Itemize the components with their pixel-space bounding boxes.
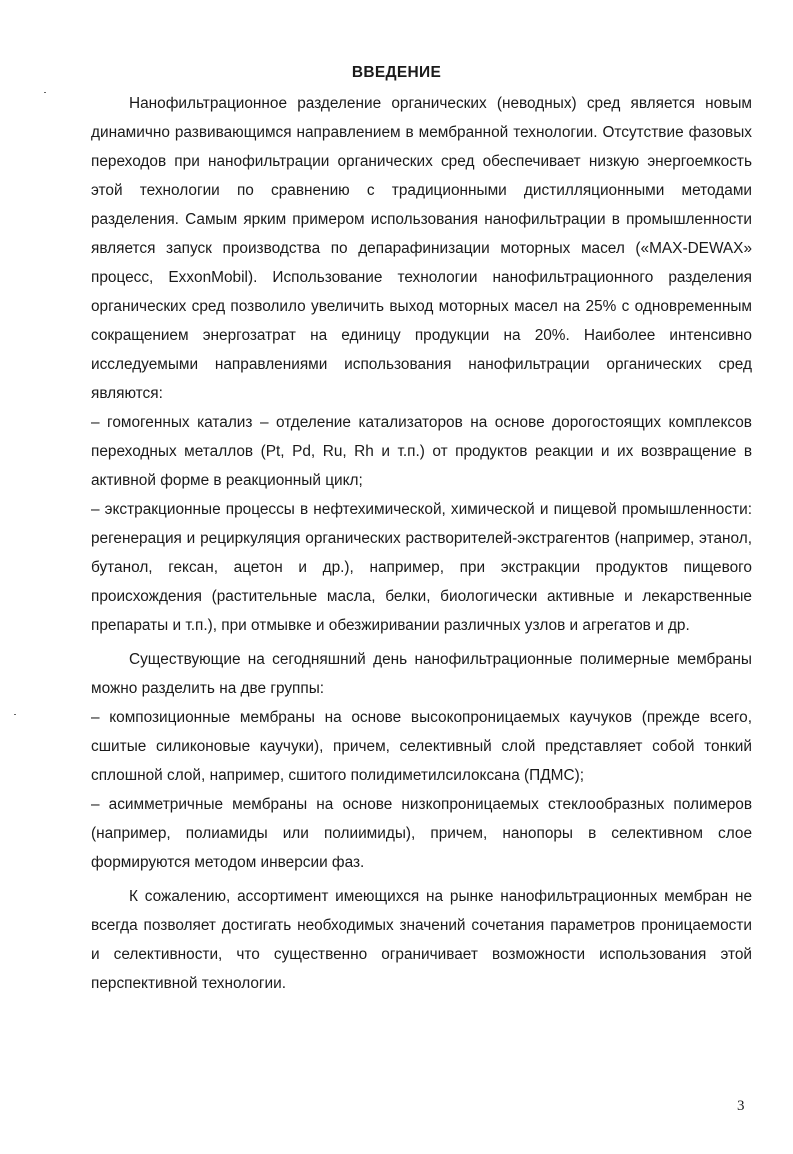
body-text [91,89,752,998]
page-title: ВВЕДЕНИЕ [351,64,442,81]
scan-speck [44,92,46,93]
conclusion-paragraph: К сожалению, ассортимент имеющихся на рынке нанофильтрационных мембран не всегда позволяет достигать необходимых значений сочетания параметров проницаемости и селективности, что существенно ограничивает возможности использования этой перспективной технологии. [91,888,752,992]
list-item-extraction: – экстракционные процессы в нефтехимической, химической и пищевой промышленности: регенерация и рециркуляция органических растворителей-экстрагентов (например, этанол, бутанол, гексан, ацетон и др.), например, при экстракции продуктов пищевого происхождения (растительные масла, белки, биологически активные и лекарственные препараты и т.п.), при отмывке и обезжиривании различных узлов и агрегатов и др. [91,501,752,634]
page-number: 3 [737,1098,745,1114]
list-item-composite: – композиционные мембраны на основе высокопроницаемых каучуков (прежде всего, сшитые силиконовые каучуки), причем, селективный слой представляет собой тонкий сплошной слой, например, сшитого полидиметилсилоксана (ПДМС); [91,709,752,784]
scan-speck [14,714,16,715]
intro-paragraph: Нанофильтрационное разделение органических (неводных) сред является новым динамично развивающимся направлением в мембранной технологии. Отсутствие фазовых переходов при нанофильтрации органических сред обеспечивает низкую энергоемкость этой технологии по сравнению с традиционными дистилляционными методами разделения. Самым ярким примером использования нанофильтрации в промышленности является запуск производства по депарафинизации моторных масел («MAX-DEWAX» процесс, ExxonMobil). Использование технологии нанофильтрационного разделения органических сред позволило увеличить выход моторных масел на 25% с одновременным сокращением энергозатрат на единицу продукции на 20%. Наиболее интенсивно исследуемыми направлениями использования нанофильтрации органических сред являются: [91,95,752,402]
list-item-asymmetric: – асимметричные мембраны на основе низкопроницаемых стеклообразных полимеров (например, полиамиды или полиимиды), причем, нанопоры в селективном слое формируются методом инверсии фаз. [91,796,752,871]
list-item-catalysis: – гомогенных катализ – отделение катализаторов на основе дорогостоящих комплексов переходных металлов (Pt, Pd, Ru, Rh и т.п.) от продуктов реакции и их возвращение в активной форме в реакционный цикл; [91,414,752,489]
membranes-paragraph: Существующие на сегодняшний день нанофильтрационные полимерные мембраны можно разделить на две группы: [91,651,752,697]
